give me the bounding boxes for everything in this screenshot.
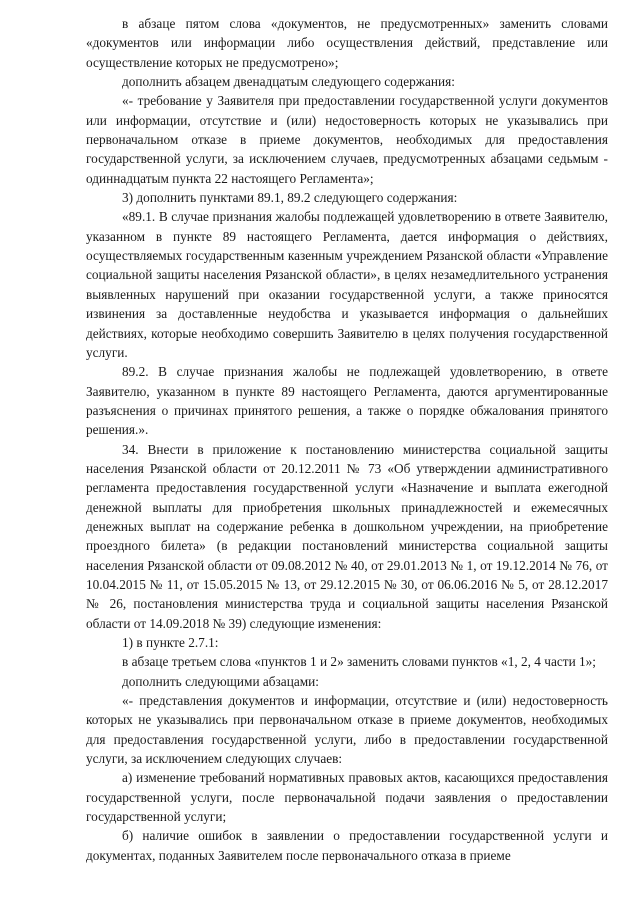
paragraph-5: «89.1. В случае признания жалобы подлежащей удовлетворению в ответе Заявителю, указанном в пункте 89 настоящего Регламента, дается информация о действиях, осуществляемых государственным казенным учреждением Рязанской области «Управление социальной защиты населения Рязанской области», в целях незамедлительного устранения выявленных нарушений при оказании государственной услуги, а также приносятся извинения за доставленные неудобства и указывается информация о дальнейших действиях, которые необходимо совершить Заявителю в целях получения государственной услуги. bbox=[86, 209, 608, 360]
document-page bbox=[86, 14, 608, 865]
paragraph-1: в абзаце пятом слова «документов, не предусмотренных» заменить словами «документов или информации либо осуществления действий, представление или осуществление которых не предусмотрено»; bbox=[86, 16, 608, 70]
paragraph-7: 34. Внести в приложение к постановлению министерства социальной защиты населения Рязанской области от 20.12.2011 № 73 «Об утверждении административного регламента предоставления государственной услуги «Назначение и выплата ежегодной денежной выплаты для приобретения школьных принадлежностей и ежемесячных денежных выплат на содержание ребенка в дошкольном учреждении, на приобретение проездного билета» (в редакции постановлений министерства социальной защиты населения Рязанской области от 09.08.2012 № 40, от 29.01.2013 № 1, от 19.12.2014 № 76, от 10.04.2015 № 11, от 15.05.2015 № 13, от 29.12.2015 № 30, от 06.06.2016 № 5, от 28.12.2017 № 26, постановления министерства труда и социальной защиты населения Рязанской области от 14.09.2018 № 39) следующие изменения: bbox=[86, 441, 608, 631]
paragraph-2: дополнить абзацем двенадцатым следующего содержания: bbox=[122, 74, 455, 90]
paragraph-6: 89.2. В случае признания жалобы не подлежащей удовлетворению, в ответе Заявителю, указанном в пункте 89 настоящего Регламента, даются аргументированные разъяснения о причинах принятого решения, а также о порядке обжалования принятого решения.». bbox=[86, 364, 608, 438]
paragraph-9: в абзаце третьем слова «пунктов 1 и 2» заменить словами пунктов «1, 2, 4 части 1»; bbox=[122, 654, 596, 670]
paragraph-13: б) наличие ошибок в заявлении о предоставлении государственной услуги и документах, поданных Заявителем после первоначального отказа в приеме bbox=[86, 828, 608, 863]
paragraph-8: 1) в пункте 2.7.1: bbox=[122, 635, 219, 650]
paragraph-12: а) изменение требований нормативных правовых актов, касающихся предоставления государственной услуги, после первоначальной подачи заявления о предоставлении государственной услуги; bbox=[86, 770, 608, 825]
paragraph-4: 3) дополнить пунктами 89.1, 89.2 следующего содержания: bbox=[122, 190, 458, 206]
paragraph-11: «- представления документов и информации, отсутствие и (или) недостоверность которых не указывались при первоначальном отказе в приеме документов, необходимых для предоставления государственной услуги, либо в предоставлении государственной услуги, за исключением следующих случаев: bbox=[86, 693, 608, 767]
paragraph-3: «- требование у Заявителя при предоставлении государственной услуги документов или информации, отсутствие и (или) недостоверность которых не указывались при первоначальном отказе в приеме документов, необходимых для предоставления государственной услуги, за исключением случаев, предусмотренных абзацами седьмым - одиннадцатым пункта 22 настоящего Регламента»; bbox=[86, 93, 608, 186]
paragraph-10: дополнить следующими абзацами: bbox=[122, 673, 319, 689]
